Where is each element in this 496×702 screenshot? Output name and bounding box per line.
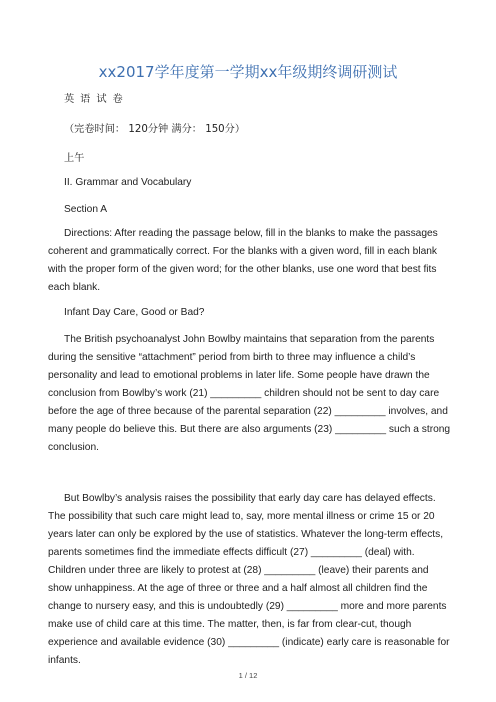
session-label: 上午	[64, 153, 85, 164]
passage-paragraph-2: But Bowlby’s analysis raises the possibility that early day care has delayed effects. The possibility that such care might lead to, say, more mental illness or crime 15 or 20 years later can only be explored by the use of statistics. Whatever the long-term effects, parents sometimes find the immediate effects difficult (27) _________ (deal) with. Children under three are likely to protest at (28) _________ (leave) their parents and show unhappiness. At the age of three or three and a half almost all children find the change to nursery easy, and this is undoubtedly (29) _________ more and more parents make use of child care at this time. The matter, then, is far from clear-cut, though experience and available evidence (30) _________ (indicate) early care is reasonable for infants.	[48, 493, 450, 666]
directions-paragraph: Directions: After reading the passage below, fill in the blanks to make the passages coherent and grammatically correct. For the blanks with a given word, fill in each blank with the proper form of the given word; for the other blanks, use one word that best fits each blank.	[48, 228, 438, 293]
passage-title: Infant Day Care, Good or Bad?	[64, 307, 205, 318]
exam-title: xx2017学年度第一学期xx年级期终调研测试	[98, 63, 398, 81]
section-label: Section A	[64, 204, 108, 215]
page-number: 1 / 12	[238, 671, 258, 680]
exam-subtitle: 英语试卷	[64, 94, 129, 105]
section-heading: II. Grammar and Vocabulary	[64, 177, 192, 188]
exam-time-info: （完卷时间： 120分钟 满分： 150分）	[64, 124, 246, 135]
passage-paragraph-1: The British psychoanalyst John Bowlby maintains that separation from the parents during the sensitive “attachment” period from birth to three may influence a child’s personality and lead to emotional problems in later life. Some people have drawn the conclusion from Bowlby’s work (21) _________ children should not be sent to day care before the age of three because of the parental separation (22) _________ involves, and many people do believe this. But there are also arguments (23) _________ such a strong conclusion.	[48, 334, 451, 453]
